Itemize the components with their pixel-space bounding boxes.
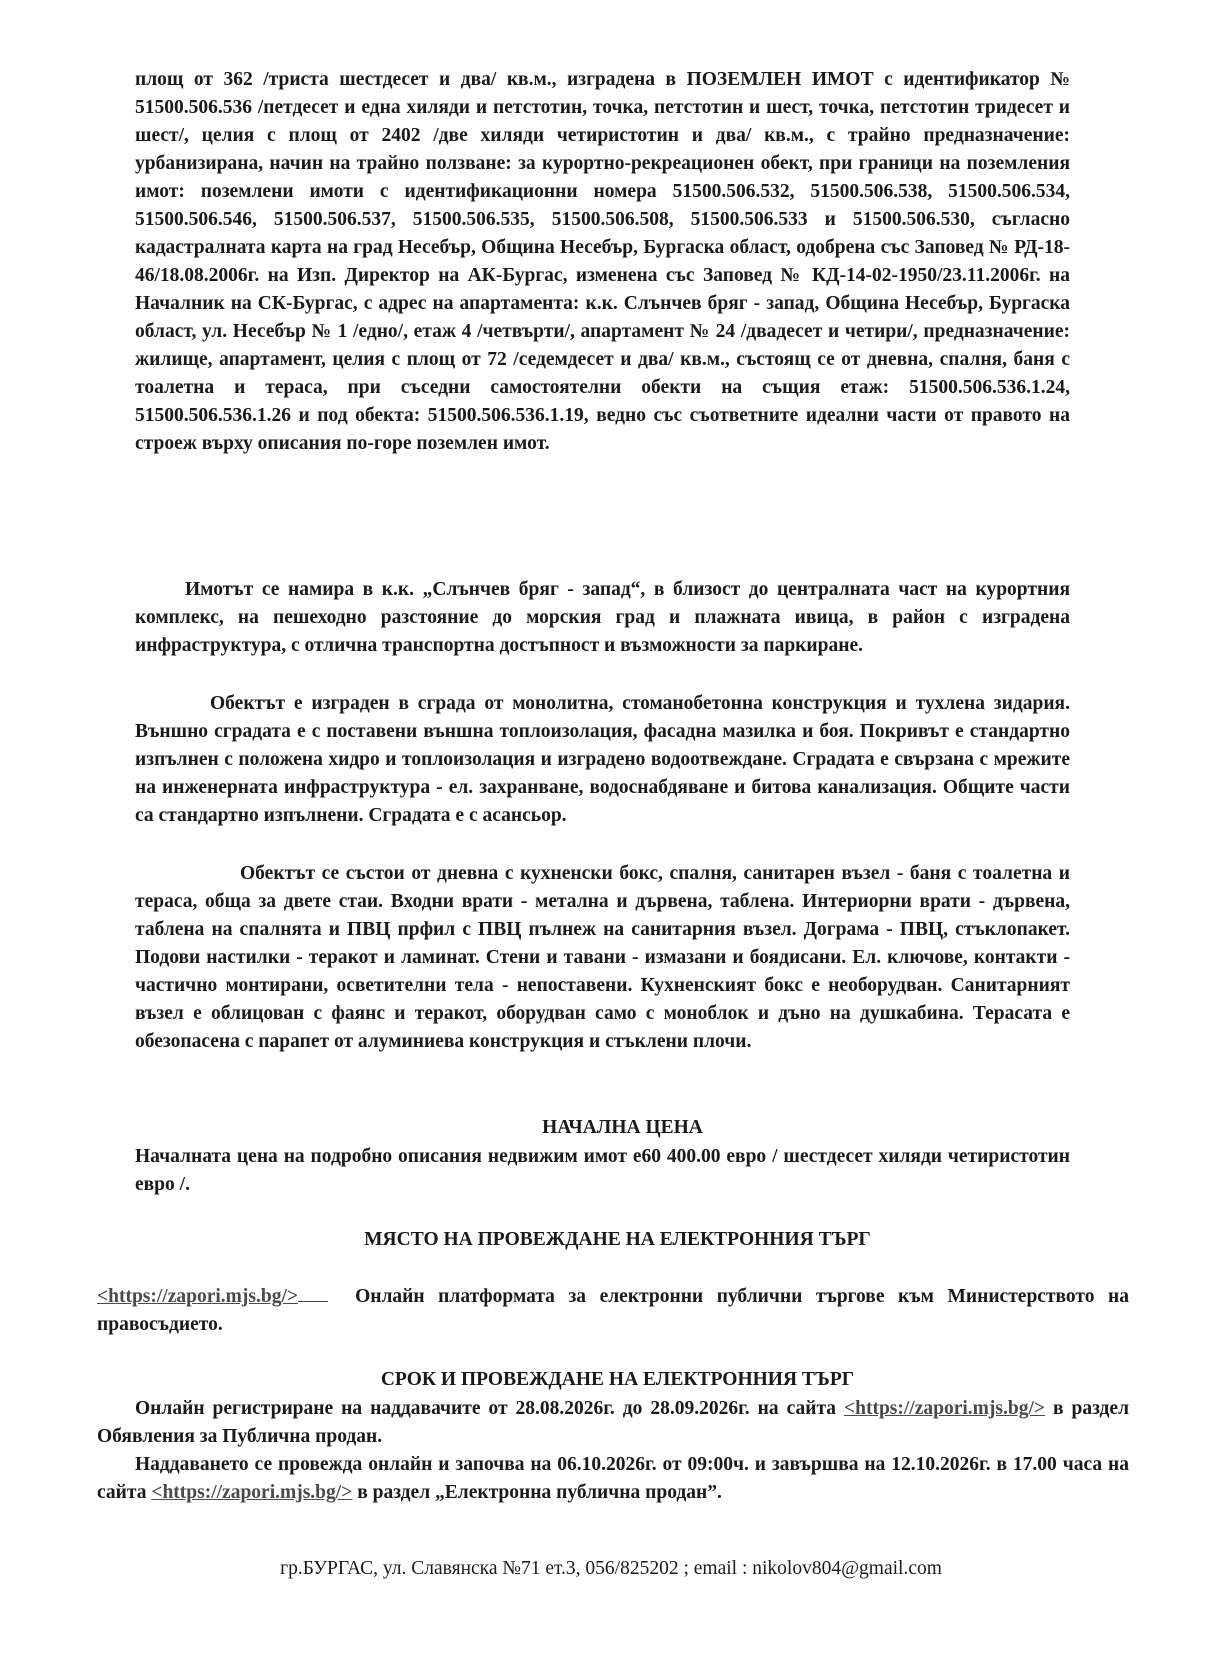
price-heading: НАЧАЛНА ЦЕНА (542, 1117, 703, 1138)
place-text: Онлайн платформата за електронни публични търгове към Министерството на правосъдието. (97, 1286, 1130, 1335)
registration-text: Онлайн регистриране на наддавачите от 28.08.2026г. до 28.09.2026г. на сайта (135, 1398, 837, 1419)
property-description-paragraph: площ от 362 /триста шестдесет и два/ кв.м., изградена в ПОЗЕМЛЕН ИМОТ с идентификатор № 51500.506.536 /петдесет и една хиляди и петстотин, точка, петстотин и шест, точка, петстотин тридесет и шест/, целия с площ от 2402 /две хиляди четиристотин и два/ кв.м., с трайно предназначение: урбанизирана, начин на трайно ползване: за курортно-рекреационен обект, при граници на поземления имот: поземлени имоти с идентификационни номера 51500.506.532, 51500.506.538, 51500.506.534, 51500.506.546, 51500.506.537, 51500.506.535, 51500.506.508, 51500.506.533 и 51500.506.530, съгласно кадастралната карта на град Несебър, Община Несебър, Бургаска област, одобрена със Заповед № РД-18-46/18.08.2006г. на Изп. Директор на АК-Бургас, изменена със Заповед № КД-14-02-1950/23.11.2006г. на Началник на СК-Бургас, с адрес на апартамента: к.к. Слънчев бряг - запад, Община Несебър, Бургаска област, ул. Несебър № 1 /едно/, етаж 4 /четвърти/, апартамент № 24 /двадесет и четири/, предназначение: жилище, апартамент, целия с площ от 72 /седемдесет и два/ кв.м., състоящ се от дневна, спалня, баня с тоалетна и тераса, при съседни самостоятелни обекти на същия етаж: 51500.506.536.1.24, 51500.506.536.1.26 и под обекта: 51500.506.536.1.19, ведно със съответните идеални части от правото на строеж върху описания по-горе поземлен имот. (135, 69, 1070, 454)
bidding-section-text: в раздел „Електронна публична продан”. (357, 1482, 722, 1503)
apartment-paragraph: Обектът се състои от дневна с кухненски бокс, спалня, санитарен възел - баня с тоалетна и тераса, обща за двете стаи. Входни врати - метална и дървена, таблена. Интериорни врати - дървена, таблена на спалнята и ПВЦ прфил с ПВЦ пълнеж на санитарния възел. Дограма - ПВЦ, стъклопакет. Подови настилки - теракот и ламинат. Стени и тавани - измазани и боядисани. Ел. ключове, контакти - частично монтирани, осветителни тела - непоставени. Кухненският бокс е необорудван. Санитарният възел е облицован с фаянс и теракот, оборудван само с моноблок и дъно на душкабина. Терасата е обезопасена с парапет от алуминиева конструкция и стъклени плочи. (135, 863, 1070, 1052)
footer-contact: гр.БУРГАС, ул. Славянска №71 ет.3, 056/825202 ; email : nikolov804@gmail.com (280, 1558, 942, 1579)
term-heading: СРОК И ПРОВЕЖДАНЕ НА ЕЛЕКТРОННИЯ ТЪРГ (380, 1369, 855, 1390)
link-underline (298, 1301, 328, 1302)
bidding-link[interactable]: <https://zapori.mjs.bg/> (151, 1482, 353, 1503)
place-paragraph (97, 1283, 1129, 1339)
registration-section-text: в раздел Обявления за Публична продан. (97, 1398, 1130, 1447)
bidding-line (97, 1451, 1129, 1507)
term-paragraph (97, 1395, 1129, 1507)
registration-link[interactable]: <https://zapori.mjs.bg/> (844, 1398, 1045, 1419)
registration-line (97, 1395, 1129, 1451)
platform-link[interactable]: <https://zapori.mjs.bg/> (97, 1286, 298, 1307)
bidding-text: Наддаването се провежда онлайн и започва на 06.10.2026г. от 09:00ч. и завършва на 12.10.2026г. в 17.00 часа на сайта (97, 1454, 1129, 1503)
price-text: Началната цена на подробно описания недвижим имот е60 400.00 евро / шестдесет хиляди четиристотин евро /. (135, 1146, 1070, 1195)
location-paragraph: Имотът се намира в к.к. „Слънчев бряг - запад“, в близост до централната част на курортния комплекс, на пешеходно разстояние до морския град и плажната ивица, в район с изградена инфраструктура, с отлична транспортна достъпност и възможности за паркиране. (135, 579, 1070, 656)
building-paragraph: Обектът е изграден в сграда от монолитна, стоманобетонна конструкция и тухлена зидария. Външно сградата е с поставени външна топлоизолация, фасадна мазилка и боя. Покривът е стандартно изпълнен с положена хидро и топлоизолация и изградено водоотвеждане. Сградата е свързана с мрежите на инженерната инфраструктура - ел. захранване, водоснабдяване и битова канализация. Общите части са стандартно изпълнени. Сградата е с асансьор. (135, 693, 1070, 826)
place-heading: МЯСТО НА ПРОВЕЖДАНЕ НА ЕЛЕКТРОННИЯ ТЪРГ (364, 1229, 871, 1250)
